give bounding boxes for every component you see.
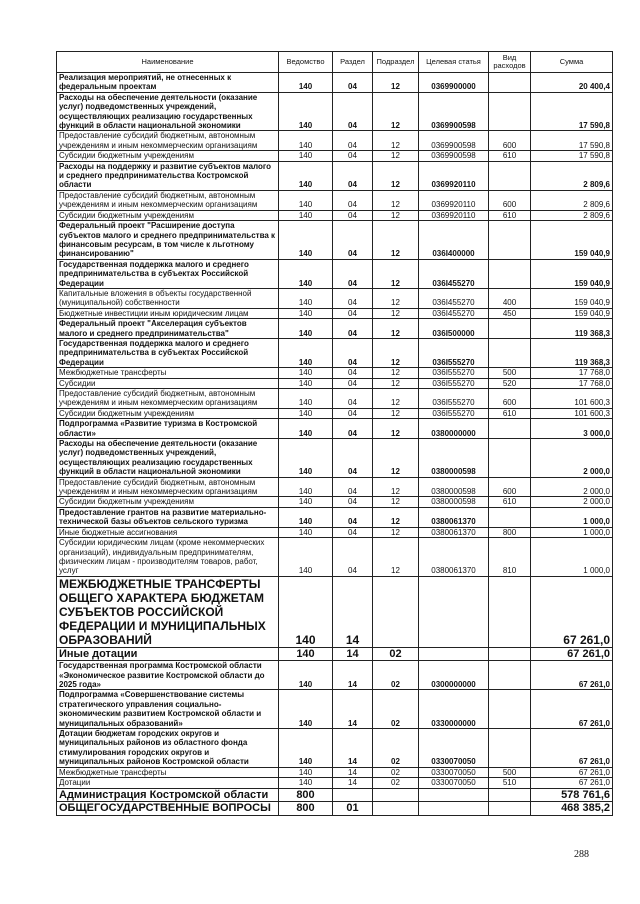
cell-agency: 140 (279, 92, 333, 131)
cell-sum: 67 261,0 (531, 661, 613, 690)
cell-agency: 140 (279, 576, 333, 647)
cell-target-article: 036I555270 (419, 408, 489, 418)
cell-agency: 140 (279, 378, 333, 388)
cell-section: 14 (333, 647, 373, 661)
cell-target-article: 036I555270 (419, 368, 489, 378)
cell-expense-type: 500 (489, 767, 531, 777)
cell-sum: 159 040,9 (531, 288, 613, 308)
cell-name: Субсидии бюджетным учреждениям (57, 408, 279, 418)
table-row (57, 259, 613, 288)
header-target-article: Целевая статья (419, 52, 489, 73)
cell-sum: 2 809,6 (531, 190, 613, 210)
cell-subsection (373, 576, 419, 647)
table-row (57, 319, 613, 339)
cell-section: 04 (333, 389, 373, 409)
table-row (57, 439, 613, 478)
cell-agency: 140 (279, 767, 333, 777)
cell-subsection: 12 (373, 538, 419, 577)
cell-expense-type: 600 (489, 131, 531, 151)
cell-name: Субсидии юридическим лицам (кроме некоммерческих организаций), индивидуальным предпринимателям, физическим лицам - производителям товаров, работ, услуг (57, 538, 279, 577)
cell-agency: 140 (279, 507, 333, 527)
table-row (57, 378, 613, 388)
cell-subsection: 12 (373, 221, 419, 260)
cell-section (333, 788, 373, 802)
table-row (57, 507, 613, 527)
cell-section: 14 (333, 661, 373, 690)
cell-name: Федеральный проект "Расширение доступа субъектов малого и среднего предпринимательства к финансовым ресурсам, в том числе к льготному финансированию" (57, 221, 279, 260)
cell-sum: 20 400,4 (531, 73, 613, 93)
cell-section: 04 (333, 92, 373, 131)
cell-subsection: 12 (373, 288, 419, 308)
cell-subsection: 12 (373, 161, 419, 190)
cell-name: Расходы на обеспечение деятельности (оказание услуг) подведомственных учреждений, осуществляющих реализацию государственных функций в области национальной экономики (57, 439, 279, 478)
cell-section: 04 (333, 259, 373, 288)
cell-expense-type (489, 788, 531, 802)
cell-sum: 2 809,6 (531, 161, 613, 190)
cell-target-article: 0380000598 (419, 477, 489, 497)
cell-target-article: 0369900598 (419, 151, 489, 161)
cell-expense-type (489, 507, 531, 527)
cell-target-article: 0369900598 (419, 131, 489, 151)
cell-expense-type (489, 73, 531, 93)
header-agency: Ведомство (279, 52, 333, 73)
cell-expense-type (489, 419, 531, 439)
cell-expense-type: 450 (489, 308, 531, 318)
cell-sum: 17 768,0 (531, 378, 613, 388)
cell-agency: 140 (279, 338, 333, 367)
budget-table-page (56, 51, 612, 816)
cell-section: 04 (333, 308, 373, 318)
cell-target-article: 0369900000 (419, 73, 489, 93)
cell-target-article (419, 802, 489, 816)
cell-subsection: 12 (373, 497, 419, 507)
cell-name: Дотации (57, 778, 279, 788)
cell-section: 04 (333, 408, 373, 418)
table-row (57, 190, 613, 210)
cell-target-article: 0380000598 (419, 439, 489, 478)
cell-sum: 1 000,0 (531, 507, 613, 527)
cell-subsection: 02 (373, 690, 419, 729)
cell-section: 04 (333, 419, 373, 439)
table-row (57, 408, 613, 418)
header-section: Раздел (333, 52, 373, 73)
table-row (57, 161, 613, 190)
cell-name: Межбюджетные трансферты (57, 368, 279, 378)
header-subsection: Подраздел (373, 52, 419, 73)
cell-expense-type: 500 (489, 368, 531, 378)
cell-section: 04 (333, 477, 373, 497)
cell-expense-type (489, 221, 531, 260)
cell-target-article: 0380061370 (419, 507, 489, 527)
cell-agency: 140 (279, 190, 333, 210)
cell-name: Бюджетные инвестиции иным юридическим лицам (57, 308, 279, 318)
cell-target-article: 0369900598 (419, 92, 489, 131)
cell-name: Капитальные вложения в объекты государственной (муниципальной) собственности (57, 288, 279, 308)
cell-section: 14 (333, 729, 373, 768)
cell-sum: 159 040,9 (531, 221, 613, 260)
cell-sum: 67 261,0 (531, 690, 613, 729)
cell-name: Предоставление субсидий бюджетным, автономным учреждениям и иным некоммерческим организациям (57, 477, 279, 497)
table-header-row (57, 52, 613, 73)
cell-agency: 140 (279, 497, 333, 507)
cell-target-article: 0380061370 (419, 538, 489, 577)
cell-section: 04 (333, 338, 373, 367)
cell-expense-type (489, 319, 531, 339)
cell-subsection: 12 (373, 131, 419, 151)
cell-target-article: 0380000000 (419, 419, 489, 439)
cell-agency: 800 (279, 788, 333, 802)
cell-subsection: 12 (373, 210, 419, 220)
cell-expense-type (489, 92, 531, 131)
cell-target-article: 036I400000 (419, 221, 489, 260)
cell-subsection: 12 (373, 92, 419, 131)
cell-subsection: 12 (373, 151, 419, 161)
cell-expense-type: 610 (489, 210, 531, 220)
cell-subsection: 12 (373, 408, 419, 418)
cell-agency: 140 (279, 221, 333, 260)
cell-section: 14 (333, 690, 373, 729)
cell-sum: 67 261,0 (531, 767, 613, 777)
cell-name: МЕЖБЮДЖЕТНЫЕ ТРАНСФЕРТЫ ОБЩЕГО ХАРАКТЕРА БЮДЖЕТАМ СУБЪЕКТОВ РОССИЙСКОЙ ФЕДЕРАЦИИ И МУНИЦИПАЛЬНЫХ ОБРАЗОВАНИЙ (57, 576, 279, 647)
table-row (57, 151, 613, 161)
cell-expense-type (489, 439, 531, 478)
cell-section: 14 (333, 767, 373, 777)
cell-target-article: 036I455270 (419, 288, 489, 308)
cell-section: 04 (333, 378, 373, 388)
cell-sum: 67 261,0 (531, 778, 613, 788)
cell-sum: 1 000,0 (531, 538, 613, 577)
cell-subsection: 12 (373, 389, 419, 409)
table-row (57, 288, 613, 308)
cell-section: 04 (333, 161, 373, 190)
cell-sum: 159 040,9 (531, 308, 613, 318)
cell-target-article: 0330070050 (419, 767, 489, 777)
cell-agency: 140 (279, 439, 333, 478)
cell-subsection: 12 (373, 477, 419, 497)
cell-target-article: 036I555270 (419, 389, 489, 409)
cell-name: Государственная поддержка малого и среднего предпринимательства в субъектах Российской Федерации (57, 338, 279, 367)
table-row (57, 419, 613, 439)
table-row (57, 661, 613, 690)
cell-sum: 119 368,3 (531, 319, 613, 339)
cell-subsection: 12 (373, 378, 419, 388)
cell-section: 04 (333, 527, 373, 537)
cell-name: Субсидии (57, 378, 279, 388)
cell-name: Субсидии бюджетным учреждениям (57, 497, 279, 507)
cell-name: Дотации бюджетам городских округов и муниципальных районов из областного фонда стимулирования городских округов и муниципальных районов Костромской области (57, 729, 279, 768)
table-row (57, 647, 613, 661)
cell-section: 04 (333, 368, 373, 378)
cell-expense-type (489, 729, 531, 768)
table-row (57, 497, 613, 507)
cell-target-article: 0369920110 (419, 210, 489, 220)
cell-agency: 140 (279, 527, 333, 537)
cell-name: Подпрограмма «Совершенствование системы стратегического управления социально-экономическим развитием Костромской области и муниципальных образований» (57, 690, 279, 729)
cell-sum: 67 261,0 (531, 576, 613, 647)
cell-name: Предоставление субсидий бюджетным, автономным учреждениям и иным некоммерческим организациям (57, 190, 279, 210)
cell-subsection: 12 (373, 73, 419, 93)
table-row (57, 477, 613, 497)
cell-name: Расходы на обеспечение деятельности (оказание услуг) подведомственных учреждений, осуществляющих реализацию государственных функций в области национальной экономики (57, 92, 279, 131)
cell-target-article: 0330070050 (419, 729, 489, 768)
cell-name: ОБЩЕГОСУДАРСТВЕННЫЕ ВОПРОСЫ (57, 802, 279, 816)
table-row (57, 788, 613, 802)
cell-expense-type: 400 (489, 288, 531, 308)
cell-target-article: 0330070050 (419, 778, 489, 788)
cell-agency: 140 (279, 131, 333, 151)
cell-expense-type: 610 (489, 408, 531, 418)
cell-expense-type (489, 661, 531, 690)
cell-sum: 101 600,3 (531, 408, 613, 418)
cell-expense-type: 610 (489, 497, 531, 507)
cell-sum: 17 590,8 (531, 151, 613, 161)
cell-subsection: 02 (373, 729, 419, 768)
cell-section: 04 (333, 288, 373, 308)
cell-target-article: 036I555270 (419, 338, 489, 367)
cell-agency: 140 (279, 259, 333, 288)
cell-section: 04 (333, 439, 373, 478)
cell-sum: 17 768,0 (531, 368, 613, 378)
cell-agency: 140 (279, 389, 333, 409)
cell-subsection: 12 (373, 507, 419, 527)
cell-agency: 140 (279, 477, 333, 497)
cell-section: 01 (333, 802, 373, 816)
cell-target-article (419, 788, 489, 802)
table-row (57, 368, 613, 378)
cell-target-article: 0369920110 (419, 190, 489, 210)
cell-agency: 140 (279, 151, 333, 161)
cell-sum: 3 000,0 (531, 419, 613, 439)
cell-subsection: 12 (373, 527, 419, 537)
table-row (57, 221, 613, 260)
table-row (57, 767, 613, 777)
cell-section: 04 (333, 507, 373, 527)
cell-name: Субсидии бюджетным учреждениям (57, 210, 279, 220)
cell-agency: 140 (279, 408, 333, 418)
cell-name: Федеральный проект "Акселерация субъектов малого и среднего предпринимательства" (57, 319, 279, 339)
cell-target-article: 0380000598 (419, 497, 489, 507)
cell-section: 14 (333, 576, 373, 647)
table-row (57, 338, 613, 367)
cell-agency: 140 (279, 308, 333, 318)
table-row (57, 729, 613, 768)
table-row (57, 690, 613, 729)
cell-expense-type (489, 161, 531, 190)
cell-sum: 578 761,6 (531, 788, 613, 802)
cell-expense-type: 610 (489, 151, 531, 161)
table-row (57, 73, 613, 93)
budget-table (56, 51, 613, 816)
cell-sum: 67 261,0 (531, 729, 613, 768)
cell-sum: 2 000,0 (531, 439, 613, 478)
header-name: Наименование (57, 52, 279, 73)
header-sum: Сумма (531, 52, 613, 73)
table-row (57, 527, 613, 537)
cell-subsection: 02 (373, 778, 419, 788)
cell-sum: 17 590,8 (531, 92, 613, 131)
cell-agency: 140 (279, 661, 333, 690)
cell-subsection: 02 (373, 767, 419, 777)
cell-subsection: 02 (373, 661, 419, 690)
cell-expense-type (489, 647, 531, 661)
table-row (57, 210, 613, 220)
table-row (57, 778, 613, 788)
cell-name: Межбюджетные трансферты (57, 767, 279, 777)
cell-expense-type: 600 (489, 190, 531, 210)
cell-target-article: 0300000000 (419, 661, 489, 690)
cell-expense-type (489, 576, 531, 647)
cell-subsection: 12 (373, 419, 419, 439)
cell-target-article: 0330000000 (419, 690, 489, 729)
cell-sum: 1 000,0 (531, 527, 613, 537)
cell-name: Реализация мероприятий, не отнесенных к федеральным проектам (57, 73, 279, 93)
cell-section: 04 (333, 221, 373, 260)
cell-agency: 140 (279, 161, 333, 190)
cell-sum: 159 040,9 (531, 259, 613, 288)
cell-sum: 67 261,0 (531, 647, 613, 661)
cell-sum: 468 385,2 (531, 802, 613, 816)
cell-name: Администрация Костромской области (57, 788, 279, 802)
cell-target-article: 036I555270 (419, 378, 489, 388)
cell-name: Государственная программа Костромской области «Экономическое развитие Костромской области до 2025 года» (57, 661, 279, 690)
cell-subsection: 12 (373, 368, 419, 378)
cell-target-article (419, 576, 489, 647)
table-row (57, 308, 613, 318)
table-row (57, 131, 613, 151)
cell-agency: 140 (279, 73, 333, 93)
cell-subsection: 12 (373, 439, 419, 478)
cell-section: 14 (333, 778, 373, 788)
cell-subsection: 02 (373, 647, 419, 661)
cell-target-article: 036I500000 (419, 319, 489, 339)
cell-target-article (419, 647, 489, 661)
table-row (57, 576, 613, 647)
cell-subsection: 12 (373, 190, 419, 210)
cell-name: Предоставление грантов на развитие материально-технической базы объектов сельского туризма (57, 507, 279, 527)
cell-subsection (373, 788, 419, 802)
cell-agency: 140 (279, 419, 333, 439)
cell-sum: 2 000,0 (531, 477, 613, 497)
cell-section: 04 (333, 190, 373, 210)
cell-subsection: 12 (373, 259, 419, 288)
cell-agency: 140 (279, 690, 333, 729)
cell-name: Предоставление субсидий бюджетным, автономным учреждениям и иным некоммерческим организациям (57, 389, 279, 409)
page-number: 288 (574, 849, 589, 860)
cell-expense-type (489, 690, 531, 729)
cell-agency: 140 (279, 538, 333, 577)
cell-name: Иные дотации (57, 647, 279, 661)
cell-agency: 140 (279, 319, 333, 339)
cell-target-article: 036I455270 (419, 308, 489, 318)
cell-section: 04 (333, 151, 373, 161)
cell-target-article: 036I455270 (419, 259, 489, 288)
cell-name: Государственная поддержка малого и среднего предпринимательства в субъектах Российской Федерации (57, 259, 279, 288)
cell-name: Предоставление субсидий бюджетным, автономным учреждениям и иным некоммерческим организациям (57, 131, 279, 151)
cell-expense-type: 600 (489, 389, 531, 409)
cell-agency: 140 (279, 368, 333, 378)
cell-section: 04 (333, 319, 373, 339)
cell-subsection: 12 (373, 308, 419, 318)
cell-expense-type (489, 259, 531, 288)
cell-sum: 101 600,3 (531, 389, 613, 409)
table-row (57, 538, 613, 577)
cell-subsection (373, 802, 419, 816)
cell-section: 04 (333, 497, 373, 507)
cell-expense-type: 810 (489, 538, 531, 577)
cell-section: 04 (333, 73, 373, 93)
cell-expense-type: 510 (489, 778, 531, 788)
cell-sum: 2 000,0 (531, 497, 613, 507)
table-row (57, 802, 613, 816)
cell-expense-type: 600 (489, 477, 531, 497)
cell-agency: 140 (279, 647, 333, 661)
cell-sum: 119 368,3 (531, 338, 613, 367)
cell-name: Иные бюджетные ассигнования (57, 527, 279, 537)
cell-name: Расходы на поддержку и развитие субъектов малого и среднего предпринимательства Костромской области (57, 161, 279, 190)
cell-sum: 17 590,8 (531, 131, 613, 151)
cell-sum: 2 809,6 (531, 210, 613, 220)
table-row (57, 389, 613, 409)
cell-agency: 140 (279, 729, 333, 768)
cell-section: 04 (333, 210, 373, 220)
header-expense-type: Вид расходов (489, 52, 531, 73)
cell-subsection: 12 (373, 319, 419, 339)
cell-agency: 140 (279, 288, 333, 308)
cell-expense-type: 520 (489, 378, 531, 388)
cell-expense-type (489, 802, 531, 816)
cell-subsection: 12 (373, 338, 419, 367)
cell-expense-type (489, 338, 531, 367)
table-row (57, 92, 613, 131)
cell-agency: 140 (279, 778, 333, 788)
cell-name: Субсидии бюджетным учреждениям (57, 151, 279, 161)
cell-agency: 140 (279, 210, 333, 220)
cell-name: Подпрограмма «Развитие туризма в Костромской области» (57, 419, 279, 439)
cell-agency: 800 (279, 802, 333, 816)
cell-section: 04 (333, 131, 373, 151)
cell-section: 04 (333, 538, 373, 577)
cell-target-article: 0380061370 (419, 527, 489, 537)
cell-expense-type: 800 (489, 527, 531, 537)
cell-target-article: 0369920110 (419, 161, 489, 190)
